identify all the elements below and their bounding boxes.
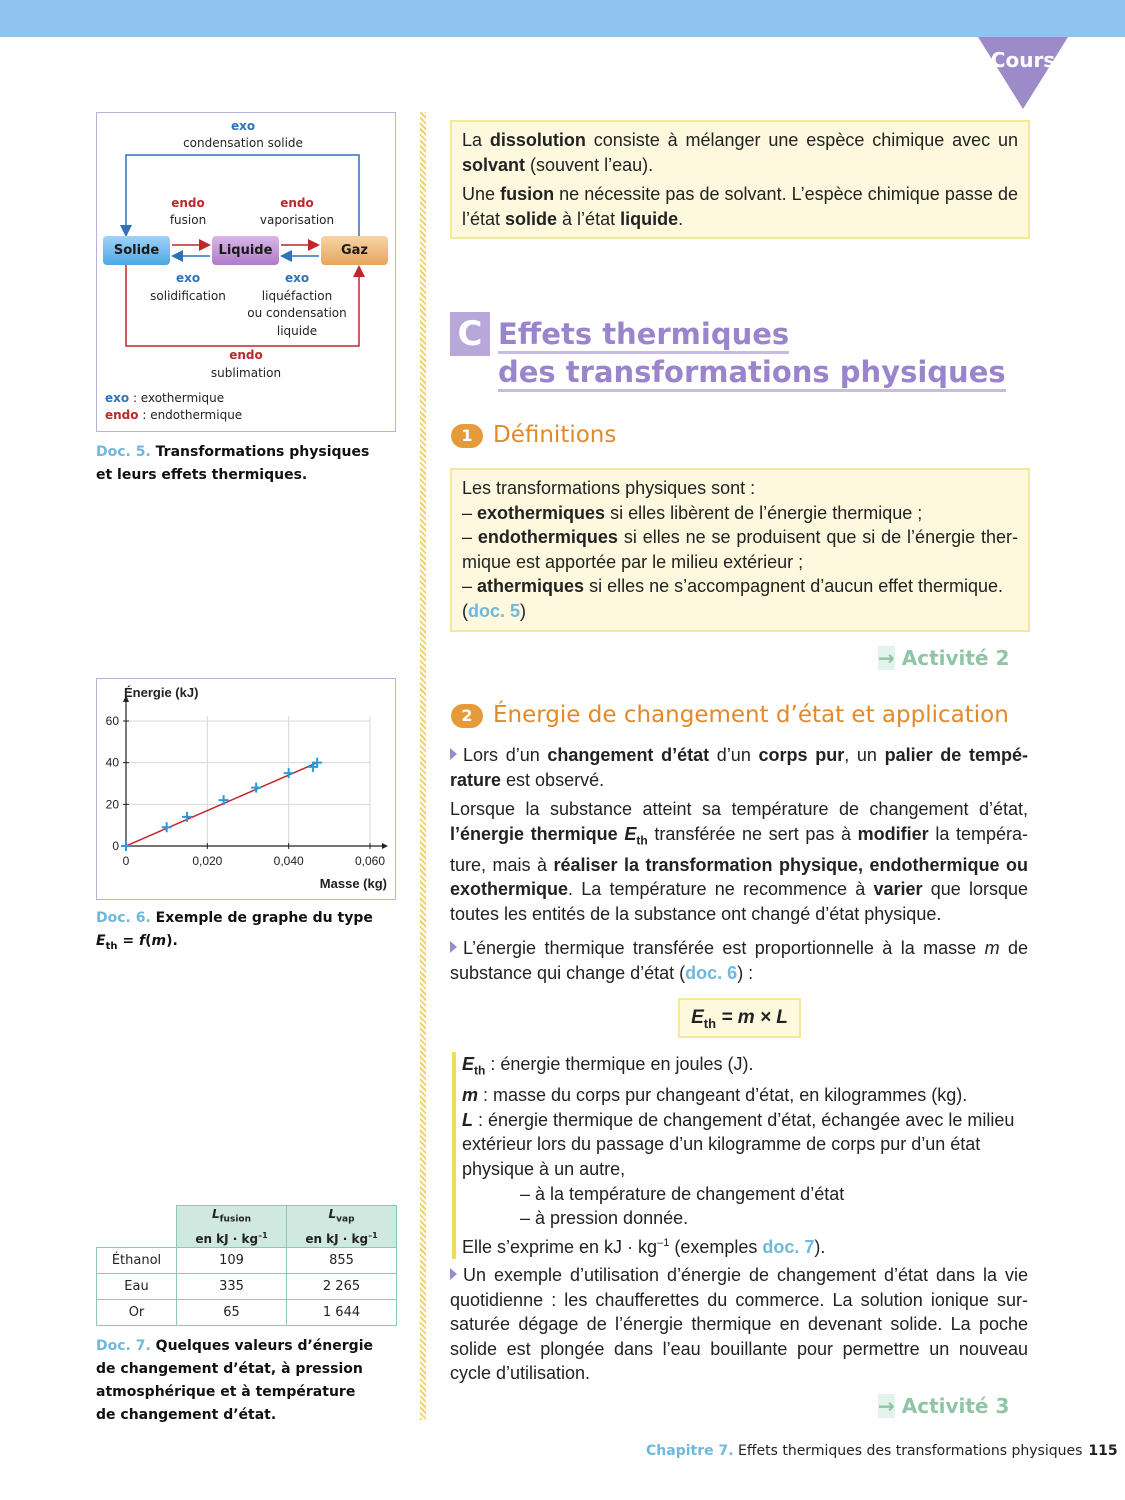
label-bottom-name: sublimation	[210, 366, 282, 380]
activity-3-link[interactable]: → Activité 3	[878, 1394, 1010, 1418]
subsection-1-badge: 1	[451, 424, 483, 448]
activity-2-link[interactable]: → Activité 2	[878, 646, 1010, 670]
label-fusion-name: fusion	[169, 213, 207, 227]
page-number: 115	[1088, 1443, 1118, 1459]
row-name: Eau	[97, 1274, 177, 1300]
row-name: Or	[97, 1300, 177, 1326]
section-letter: C	[450, 312, 490, 356]
dissolution-box: La dissolution consiste à mélanger une espèce chimique avec un solvant (souvent l’eau). Une fusion ne nécessite pas de solvant. L’espèce chimique passe de l’état solide à l’état liquide.	[450, 120, 1030, 239]
section-title-line1: Effets thermiques	[498, 317, 789, 354]
cell-fusion: 335	[177, 1274, 287, 1300]
y-axis-label: Énergie (kJ)	[124, 685, 199, 700]
paragraph-proportionnelle: L’énergie thermique transférée est proportionnelle à la masse m de substance qui change d’état (doc. 6) :	[450, 938, 1028, 983]
label-liq-type: exo	[284, 271, 310, 285]
label-vapor-type: endo	[280, 196, 314, 210]
doc5-caption: Doc. 5. Transformations physiques et leurs effets thermiques.	[96, 444, 370, 483]
doc7-table	[96, 1205, 397, 1326]
definitions-box: Les transformations physiques sont : – exothermiques si elles libèrent de l’énergie thermique ; – endothermiques si elles ne se produisent que si de l’énergie ther-mique est apportée par le milieu extérieur ; – athermiques si elles ne s’accompagnent d’aucun effet thermique. (doc. 5)	[450, 468, 1030, 632]
paragraph-energie-thermique: Lorsque la substance atteint sa température de changement d’état, l’énergie thermique $E_{th}$ transférée ne sert pas à modifier la tempéra-ture, mais à réaliser la transformation physique, endothermique ou exothermique. La température ne recommence à varier que lorsque toutes les entités de la substance ont changé d’état physique.	[450, 799, 1029, 924]
arrow-right-icon: →	[878, 1394, 895, 1418]
cell-fusion: 65	[177, 1300, 287, 1326]
state-liquide: Liquide	[212, 236, 279, 265]
data-point-cross	[121, 841, 131, 851]
formula-box: $E_{th} = m \times L$	[678, 998, 801, 1038]
data-point-cross	[162, 822, 172, 832]
paragraph-palier: Lors d’un changement d’état d’un corps pur, un palier de tempé-rature est observé.	[450, 745, 1029, 790]
section-title-line2: des transformations physiques	[498, 355, 1006, 392]
row-name: Éthanol	[97, 1248, 177, 1274]
table-corner	[97, 1206, 177, 1248]
subsection-2-title: Énergie de changement d’état et application	[493, 702, 1009, 728]
subsection-1-title: Définitions	[493, 422, 617, 448]
y-tick-label: 0	[112, 839, 119, 853]
triangle-bullet-icon	[450, 748, 457, 760]
label-solid-type: exo	[175, 271, 201, 285]
label-liq-name-3: liquide	[276, 324, 318, 338]
cell-fusion: 109	[177, 1248, 287, 1274]
x-tick-label: 0	[122, 854, 130, 868]
x-axis-label: Masse (kg)	[319, 876, 387, 891]
table-row	[97, 1248, 397, 1274]
header-l-fusion: $L_{fusion}$ en kJ · $kg^{-1}$	[177, 1206, 287, 1248]
triangle-bullet-icon	[450, 941, 457, 953]
formula-legend: $E_{th}$ : énergie thermique en joules (J). m : masse du corps pur changeant d’état, en kilogrammes (kg). L : énergie thermique de changement d’état, échangée avec le milieu extérieur lors du passage d’un kilogramme de corps pur d’un état physique à un autre, – à la température de changement d’état – à pression donnée. Elle s’exprime en kJ · $kg^{-1}$ (exemples doc. 7).	[452, 1052, 1030, 1259]
y-tick-label: 60	[105, 714, 119, 728]
label-fusion-type: endo	[171, 196, 205, 210]
label-liq-name-1: liquéfaction	[261, 289, 333, 303]
legend-exo: exo : exothermique	[105, 391, 225, 405]
state-gaz: Gaz	[321, 236, 388, 265]
page-footer: Chapitre 7. Effets thermiques des transformations physiques 115	[646, 1443, 1118, 1459]
table-row	[97, 1274, 397, 1300]
header-l-vap: $L_{vap}$ en kJ · $kg^{-1}$	[287, 1206, 397, 1248]
x-tick-label: 0,020	[192, 854, 223, 868]
arrow-right-icon: →	[878, 646, 895, 670]
y-tick-label: 20	[105, 797, 119, 812]
cell-vap: 2 265	[287, 1274, 397, 1300]
table-row	[97, 1300, 397, 1326]
cours-tab-label: Cours	[990, 48, 1056, 72]
label-vapor-name: vaporisation	[259, 213, 335, 227]
subsection-2-badge: 2	[451, 704, 483, 728]
x-axis-arrowhead	[382, 843, 388, 849]
triangle-bullet-icon	[450, 1268, 457, 1280]
doc7-caption: Doc. 7. Quelques valeurs d’énergie de changement d’état, à pression atmosphérique et à température de changement d’état.	[96, 1338, 373, 1423]
x-tick-label: 0,040	[273, 854, 304, 868]
label-top-type: exo	[230, 119, 256, 133]
cell-vap: 855	[287, 1248, 397, 1274]
label-liq-name-2: ou condensation	[247, 306, 347, 320]
doc6-chart	[96, 678, 396, 900]
paragraph-chaufferettes: Un exemple d’utilisation d’énergie de changement d’état dans la vie quotidienne : les chaufferettes du commerce. La solution ionique sur-saturée dégage de l’énergie thermique en devenant solide. La poche solide est plongée dans l’eau bouillante pour permettre un nouveau cycle d’utilisation.	[450, 1265, 1028, 1384]
y-tick-label: 40	[105, 755, 119, 770]
cell-vap: 1 644	[287, 1300, 397, 1326]
label-top-name: condensation solide	[183, 136, 303, 150]
legend-endo: endo : endothermique	[105, 408, 243, 422]
label-solid-name: solidification	[150, 289, 226, 303]
label-bottom-type: endo	[229, 348, 263, 362]
doc6-caption: Doc. 6. Exemple de graphe du type $E_{th} = f(m)$.	[96, 910, 373, 952]
x-tick-label: 0,060	[354, 854, 386, 868]
data-point-cross	[219, 795, 229, 805]
state-solide: Solide	[103, 236, 170, 265]
